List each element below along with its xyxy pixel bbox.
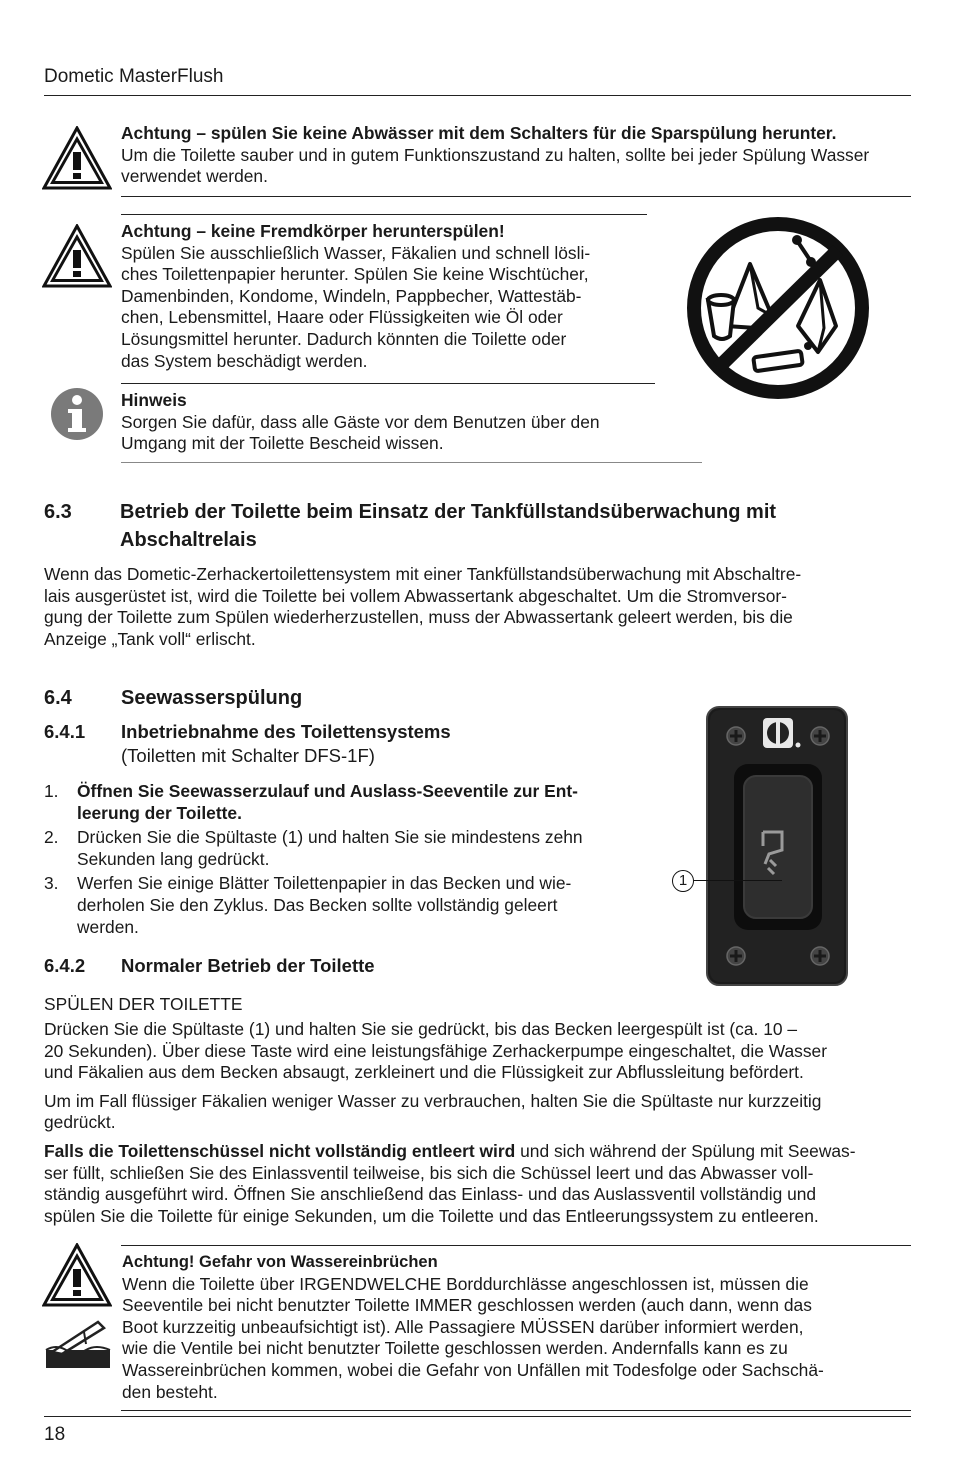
section-6-4-number: 6.4 [44,687,72,709]
warning2-line: Damenbinden, Kondome, Windeln, Pappbecher, Wattestäb- [121,285,582,306]
step-line: Sekunden lang gedrückt. [77,848,270,869]
footer-rule [44,1416,911,1417]
header-title: Dometic MasterFlush [44,66,224,87]
body-line: Um im Fall flüssiger Fäkalien weniger Wasser zu verbrauchen, halten Sie die Spültaste nur kurzzeitig [44,1090,822,1111]
body-line: ser füllt, schließen Sie des Einlassventil teilweise, bis sich die Schüssel leert und das Abwasser voll- [44,1162,814,1183]
warning-triangle-icon [42,1243,112,1307]
warning-triangle-icon [42,126,112,190]
warning3-line: den besteht. [122,1381,218,1402]
section-6-4-1-subtitle: (Toiletten mit Schalter DFS-1F) [121,745,375,766]
section-6-4-2-title: Normaler Betrieb der Toilette [121,955,375,976]
step-line: werden. [77,916,139,937]
note-line: Sorgen Sie dafür, dass alle Gäste vor dem Benutzen über den [121,411,600,432]
warning2-line: chen, Lebensmittel, Haare oder Flüssigkeiten wie Öl oder [121,307,563,328]
note-line: Umgang mit der Toilette Bescheid wissen. [121,433,444,454]
header-rule [44,95,911,96]
no-foreign-objects-icon [686,216,870,406]
warning2-line: das System beschädigt werden. [121,350,368,371]
section-6-3-title [120,498,910,554]
warning3-bottom-rule [121,1410,911,1411]
sinking-boat-icon [44,1314,112,1376]
warning2-title: Achtung – keine Fremdkörper herunterspülen! [121,221,505,241]
step-line: derholen Sie den Zyklus. Das Becken sollte vollständig geleert [77,894,558,915]
page-number: 18 [44,1424,66,1445]
body-line: 20 Sekunden). Über diese Taste wird eine leistungsfähige Zerhackerpumpe eingeschaltet, die Wasser [44,1040,828,1061]
warning2-bottom-rule [121,383,655,384]
warning2-line: Lösungsmittel herunter. Dadurch könnten die Toilette oder [121,328,567,349]
warning1-title: Achtung – spülen Sie keine Abwässer mit dem Schalters für die Sparspülung herunter. [121,123,837,143]
warning2-block [121,221,661,372]
body-line: gedrückt. [44,1112,116,1133]
body-line: Drücken Sie die Spültaste (1) und halten Sie sie gedrückt, bis das Becken leergespült ist (ca. 10 – [44,1019,798,1039]
warning3-line: Seeventile bei nicht benutzter Toilette IMMER geschlossen werden (auch dann, wenn das [122,1295,812,1316]
callout-1 [672,870,694,892]
warning2-line: ches Toilettenpapier herunter. Spülen Sie keine Wischtücher, [121,264,589,285]
warning2-line: Spülen Sie ausschließlich Wasser, Fäkalien und schnell lösli- [121,242,591,263]
section-6-3-title-line: Betrieb der Toilette beim Einsatz der Tankfüllstandsüberwachung mit [120,501,777,523]
warning3-title: Achtung! Gefahr von Wassereinbrüchen [122,1253,438,1271]
section-6-4-2-number: 6.4.2 [44,955,86,976]
warning3-line: wie die Ventile bei nicht benutzter Toilette geschlossen werden. Andernfalls kann es zu [122,1338,788,1359]
body-line: spülen Sie die Toilette für einige Sekunden, um die Toilette und das Entleerungssystem zu entleeren. [44,1205,819,1226]
step-number: 2. [44,827,59,848]
step-line: Drücken Sie die Spültaste (1) und halten Sie sie mindestens zehn [77,827,583,848]
warning1-text: Um die Toilette sauber und in gutem Funktionszustand zu halten, sollte bei jeder Spülung Wasser verwendet werden. [121,144,870,187]
warning1-block [121,123,911,188]
section-6-3-body [44,564,914,650]
step-line: Werfen Sie einige Blätter Toilettenpapier in das Becken und wie- [77,873,572,894]
section-6-4-1-heading [121,720,641,768]
info-icon [50,387,104,441]
warning1-rule [121,196,911,197]
section-6-4-1-title: Inbetriebnahme des Toilettensystems [121,721,451,742]
note-rule [121,462,702,463]
section-6-3-number: 6.3 [44,501,72,523]
callout-leader [694,880,782,881]
section-6-4-title: Seewasserspülung [121,687,303,709]
list-item [44,873,644,938]
step-line: Öffnen Sie Seewasserzulauf und Auslass-Seeventile zur Ent- [77,781,578,801]
step-line: leerung der Toilette. [77,802,242,823]
body-line: und Fäkalien aus dem Becken absaugt, zerkleinert und die Flüssigkeit zur Abflussleitung befördert. [44,1062,804,1083]
note-block [121,390,701,455]
warning3-top-rule [121,1245,911,1246]
body-line [44,1141,914,1163]
warning3-line: Wenn die Toilette über IRGENDWELCHE Borddurchlässe angeschlossen ist, müssen die [122,1273,809,1294]
body-line: Anzeige „Tank voll“ erlischt. [44,628,256,649]
para3-bold-lead: Falls die Toilettenschüssel nicht vollständig entleert wird [44,1140,516,1161]
flush-switch-figure [670,704,854,988]
section-6-4-1-number: 6.4.1 [44,721,86,742]
body-line: gung der Toilette zum Spülen wiederherzustellen, muss der Abwassertank geleert werden, bis die [44,607,793,628]
body-line: ständig ausgeführt wird. Öffnen Sie anschließend das Einlass- und das Auslassventil vollständig und [44,1184,817,1205]
section-6-4-2-subhead: SPÜLEN DER TOILETTE [44,994,243,1014]
note-title: Hinweis [121,390,187,410]
warning3-line: Wassereinbrüchen kommen, wobei die Gefahr von Unfällen mit Todesfolge oder Sachschä- [122,1359,824,1380]
list-item [44,827,644,870]
section-6-3-title-line: Abschaltrelais [120,529,257,551]
callout-number: 1 [678,872,688,889]
section-6-4-2-body [44,1019,914,1227]
steps-list [44,781,644,941]
step-number: 1. [44,781,59,801]
list-item [44,781,644,824]
body-line: Wenn das Dometic-Zerhackertoilettensystem mit einer Tankfüllstandsüberwachung mit Abschaltre- [44,564,802,584]
step-number: 3. [44,873,59,894]
body-line: lais ausgerüstet ist, wird die Toilette bei vollem Abwassertank abgeschaltet. Um die Stromversor- [44,585,787,606]
warning2-top-rule [121,214,647,215]
warning3-line: Boot kurzzeitig unbeaufsichtigt ist). Alle Passagiere MÜSSEN darüber informiert werden, [122,1316,804,1337]
warning-triangle-icon [42,224,112,288]
para3-rest: und sich während der Spülung mit Seewas- [515,1140,856,1161]
warning3-block [122,1252,912,1403]
